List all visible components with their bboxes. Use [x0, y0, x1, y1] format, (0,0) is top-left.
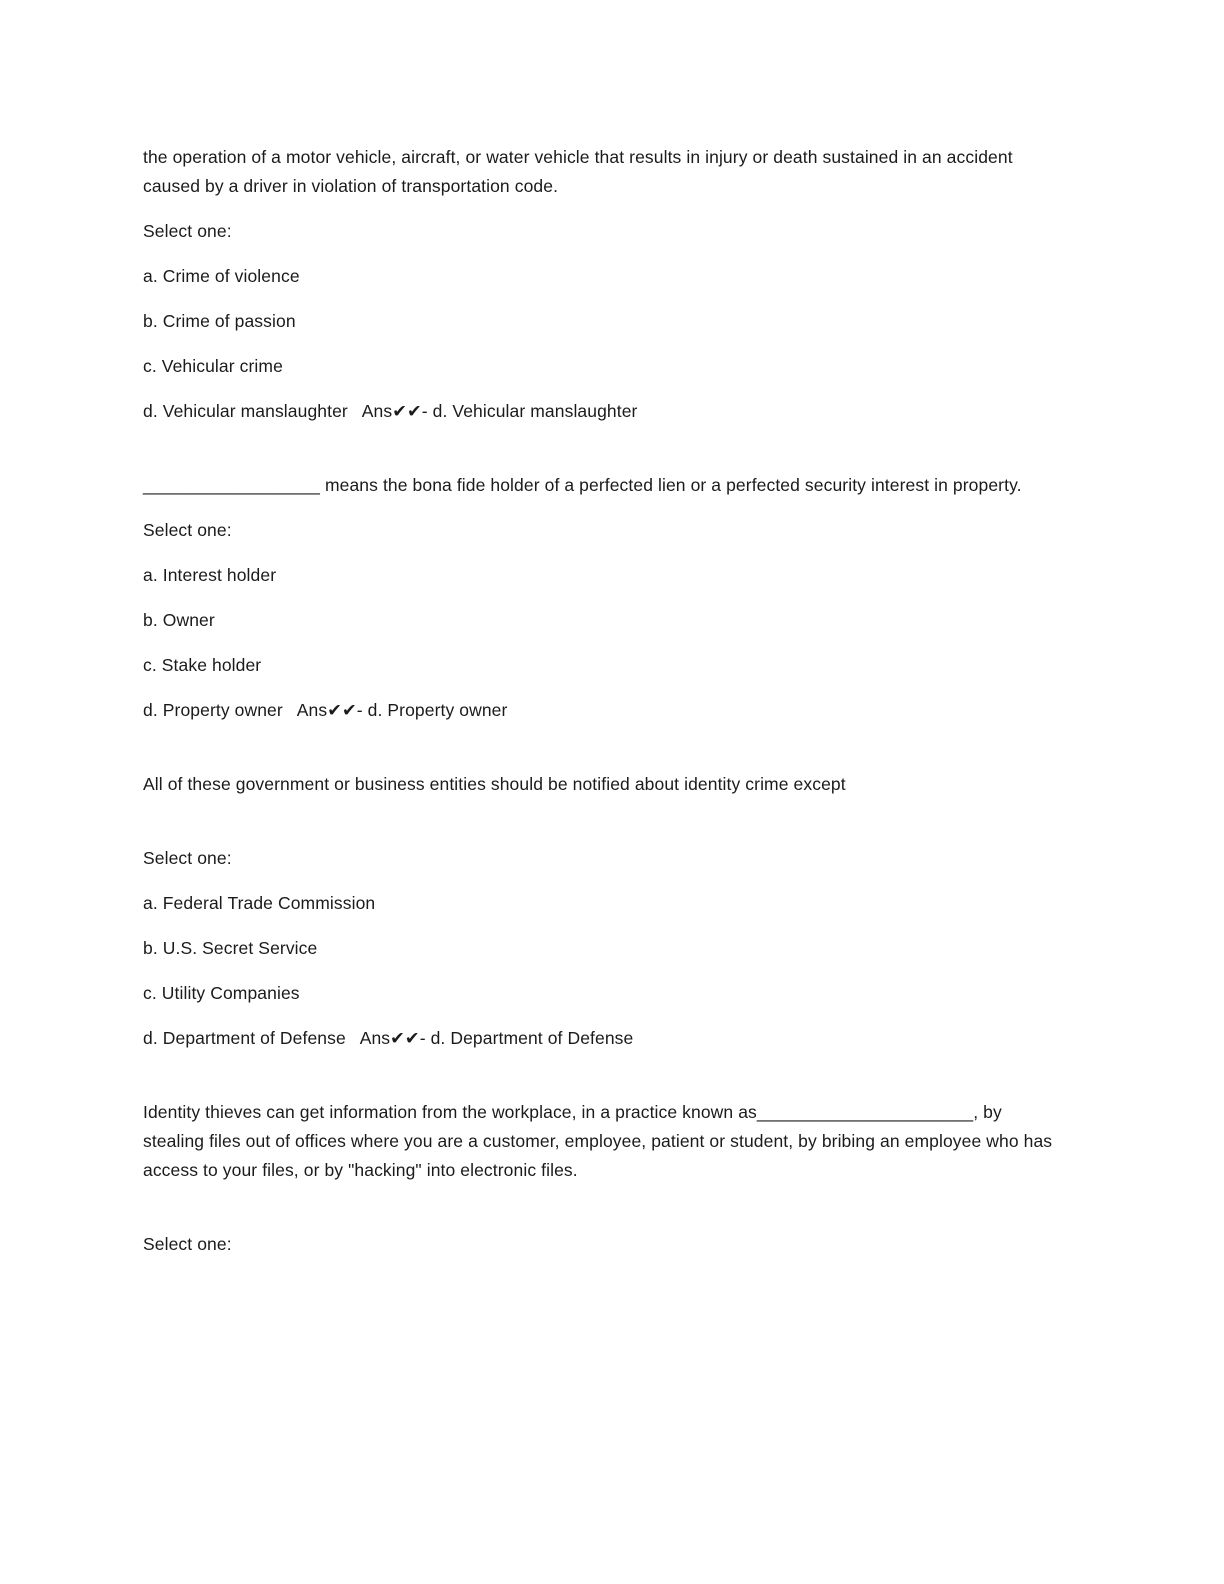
option-b: b. U.S. Secret Service [143, 938, 318, 958]
question-prompt: the operation of a motor vehicle, aircraft, or water vehicle that results in injury or death sustained in an accident caused by a driver in violation of transportation code. [143, 147, 1018, 196]
question-prompt: __________________ means the bona fide holder of a perfected lien or a perfected security interest in property. [143, 475, 1022, 495]
option-d-with-answer: d. Property owner Ans✔✔- d. Property owner [143, 700, 508, 720]
question-prompt: Identity thieves can get information from the workplace, in a practice known as______________________, by stealing files out of offices where you are a customer, employee, patient or student, by bribing an employee who has access to your files, or by "hacking" into electronic files. [143, 1102, 1058, 1180]
option-a: a. Federal Trade Commission [143, 893, 376, 913]
option-c: c. Stake holder [143, 655, 262, 675]
question-block-2 [143, 471, 1056, 725]
option-a: a. Crime of violence [143, 266, 300, 286]
option-d-with-answer: d. Department of Defense Ans✔✔- d. Department of Defense [143, 1028, 634, 1048]
question-prompt: All of these government or business entities should be notified about identity crime except [143, 774, 846, 794]
select-one-label: Select one: [143, 520, 232, 540]
option-a: a. Interest holder [143, 565, 277, 585]
option-d-with-answer: d. Vehicular manslaughter Ans✔✔- d. Vehicular manslaughter [143, 401, 638, 421]
select-one-label: Select one: [143, 1234, 232, 1254]
option-c: c. Utility Companies [143, 983, 300, 1003]
option-b: b. Crime of passion [143, 311, 296, 331]
question-block-3 [143, 770, 1056, 1053]
option-c: c. Vehicular crime [143, 356, 283, 376]
question-block-1 [143, 143, 1056, 426]
option-b: b. Owner [143, 610, 215, 630]
select-one-label: Select one: [143, 848, 232, 868]
question-block-4 [143, 1098, 1056, 1259]
select-one-label: Select one: [143, 221, 232, 241]
